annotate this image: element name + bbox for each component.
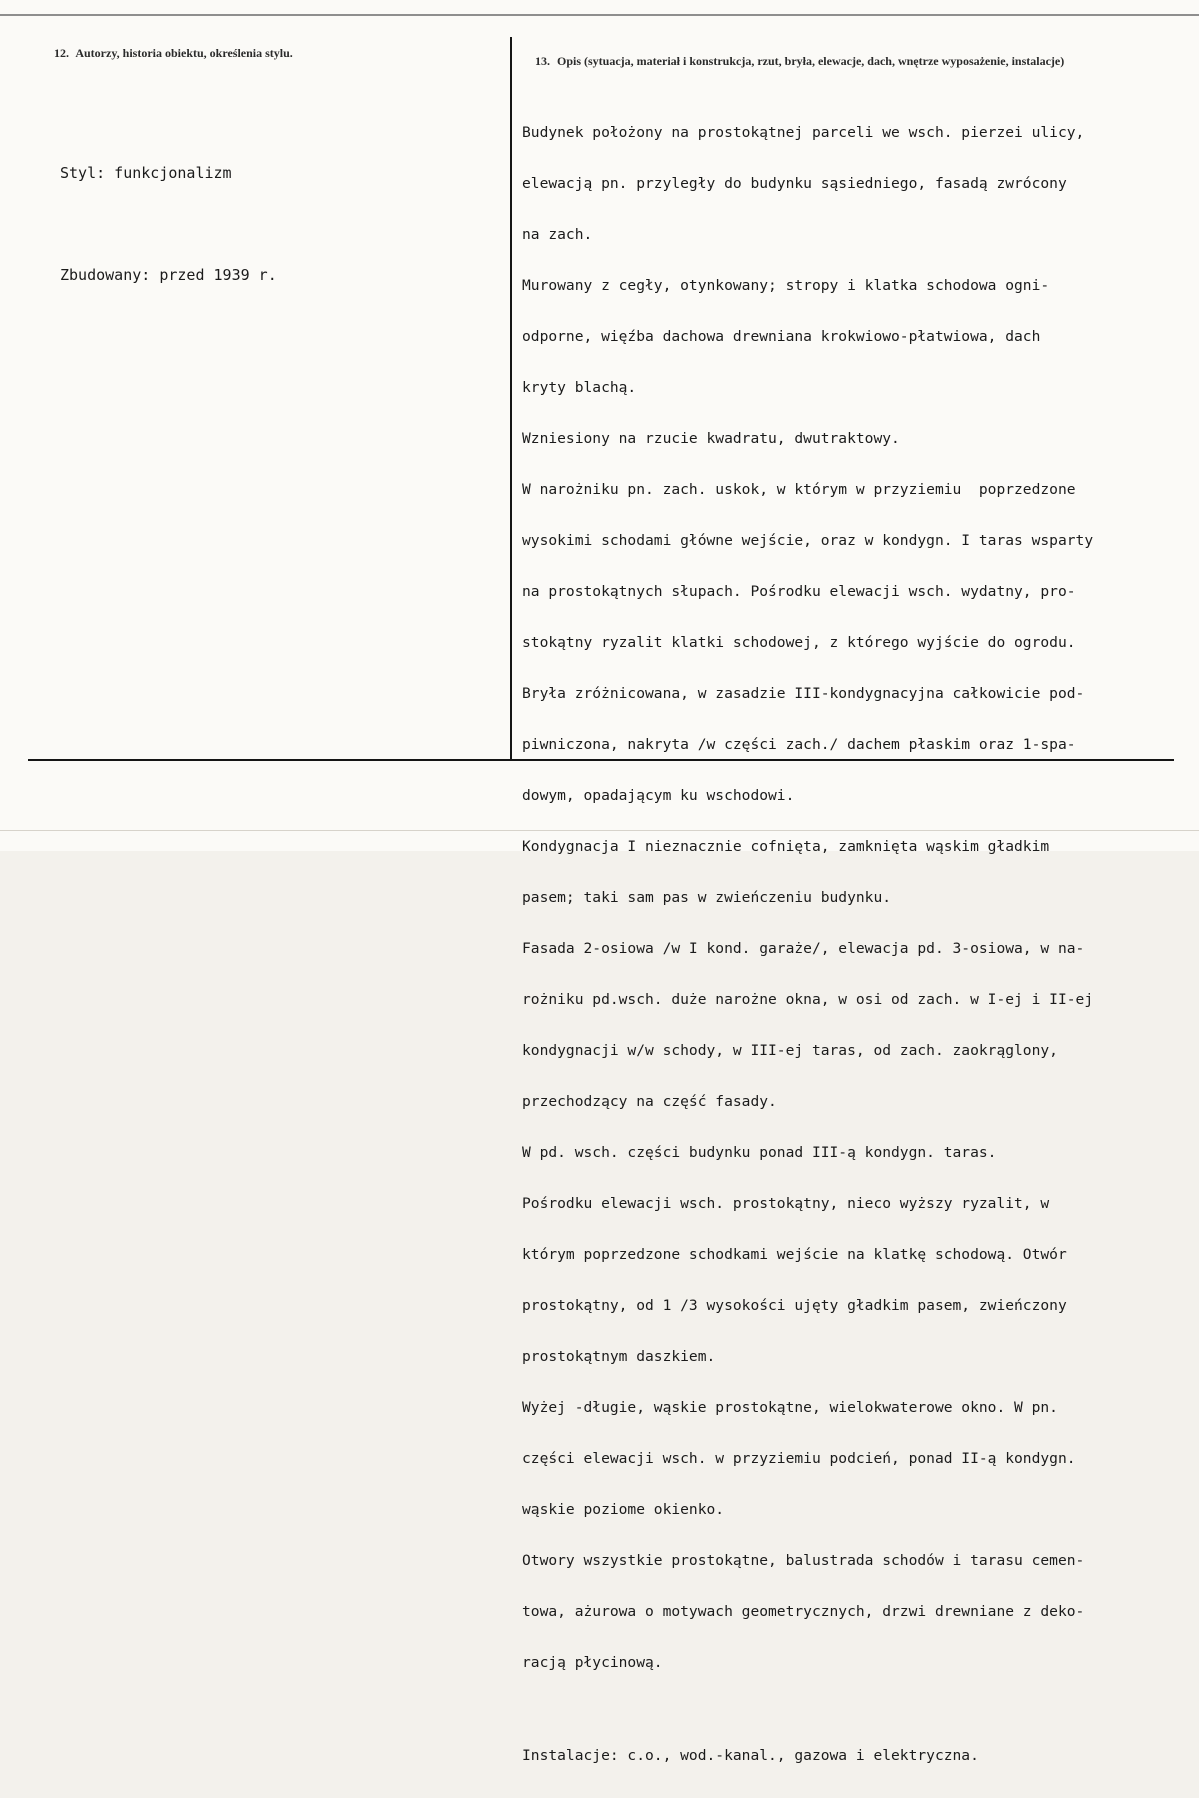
top-edge-line — [0, 14, 1199, 16]
section-13-number: 13. — [535, 54, 550, 68]
description-line: Wzniesiony na rzucie kwadratu, dwutraktowy. — [522, 430, 900, 447]
description-line: Kondygnacja I nieznacznie cofnięta, zamknięta wąskim gładkim — [522, 838, 1050, 855]
description-line: części elewacji wsch. w przyziemiu podcień, ponad II-ą kondygn. — [522, 1450, 1076, 1467]
description-line: W pd. wsch. części budynku ponad III-ą kondygn. taras. — [522, 1144, 997, 1161]
description-line: Otwory wszystkie prostokątne, balustrada schodów i tarasu cemen- — [522, 1552, 1085, 1569]
description-line: którym poprzedzone schodkami wejście na klatkę schodową. Otwór — [522, 1246, 1067, 1263]
description-line: Fasada 2-osiowa /w I kond. garaże/, elewacja pd. 3-osiowa, w na- — [522, 940, 1085, 957]
description-line: racją płycinową. — [522, 1654, 663, 1671]
description-line: przechodzący na część fasady. — [522, 1093, 777, 1110]
description-line: kryty blachą. — [522, 379, 637, 396]
description-line: wąskie poziome okienko. — [522, 1501, 725, 1518]
column-divider — [510, 37, 512, 759]
description-line: Bryła zróżnicowana, w zasadzie III-kondygnacyjna całkowicie pod- — [522, 685, 1085, 702]
description-line: Murowany z cegły, otynkowany; stropy i klatka schodowa ogni- — [522, 277, 1050, 294]
section-13-title: Opis (sytuacja, materiał i konstrukcja, rzut, bryła, elewacje, dach, wnętrze wyposażenie, instalacje) — [557, 54, 1065, 68]
description-line: pasem; taki sam pas w zwieńczeniu budynku. — [522, 889, 892, 906]
description-line: na prostokątnych słupach. Pośrodku elewacji wsch. wydatny, pro- — [522, 583, 1076, 600]
built-line: Zbudowany: przed 1939 r. — [60, 266, 277, 284]
description-line: dowym, opadającym ku wschodowi. — [522, 787, 795, 804]
description-line: piwniczona, nakryta /w części zach./ dachem płaskim oraz 1-spa- — [522, 736, 1076, 753]
description-line: wysokimi schodami główne wejście, oraz w kondygn. I taras wsparty — [522, 532, 1094, 549]
section-13-header — [535, 54, 1064, 69]
description-line: odporne, więźba dachowa drewniana krokwiowo-płatwiowa, dach — [522, 328, 1041, 345]
section-12-title: Autorzy, historia obiektu, określenia stylu. — [75, 46, 293, 60]
section-13-typed-text — [522, 90, 1194, 1798]
section-12-header — [54, 46, 293, 61]
description-line: W narożniku pn. zach. uskok, w którym w przyziemiu poprzedzone — [522, 481, 1076, 498]
description-line: na zach. — [522, 226, 593, 243]
description-line: Budynek położony na prostokątnej parceli we wsch. pierzei ulicy, — [522, 124, 1085, 141]
description-line: towa, ażurowa o motywach geometrycznych, drzwi drewniane z deko- — [522, 1603, 1085, 1620]
paragraph-gap — [522, 1705, 1194, 1713]
description-line: prostokątnym daszkiem. — [522, 1348, 716, 1365]
description-line: prostokątny, od 1 /3 wysokości ujęty gładkim pasem, zwieńczony — [522, 1297, 1067, 1314]
description-line: Pośrodku elewacji wsch. prostokątny, nieco wyższy ryzalit, w — [522, 1195, 1050, 1212]
section-12-number: 12. — [54, 46, 69, 60]
description-line: Wyżej -długie, wąskie prostokątne, wielokwaterowe okno. W pn. — [522, 1399, 1058, 1416]
description-line: stokątny ryzalit klatki schodowej, z którego wyjście do ogrodu. — [522, 634, 1076, 651]
installations-line: Instalacje: c.o., wod.-kanal., gazowa i elektryczna. — [522, 1747, 979, 1764]
description-line: rożniku pd.wsch. duże narożne okna, w osi od zach. w I-ej i II-ej — [522, 991, 1094, 1008]
description-line: elewacją pn. przyległy do budynku sąsiedniego, fasadą zwrócony — [522, 175, 1067, 192]
description-line: kondygnacji w/w schody, w III-ej taras, od zach. zaokrąglony, — [522, 1042, 1058, 1059]
section-12-typed-text — [60, 88, 277, 360]
style-line: Styl: funkcjonalizm — [60, 164, 232, 182]
